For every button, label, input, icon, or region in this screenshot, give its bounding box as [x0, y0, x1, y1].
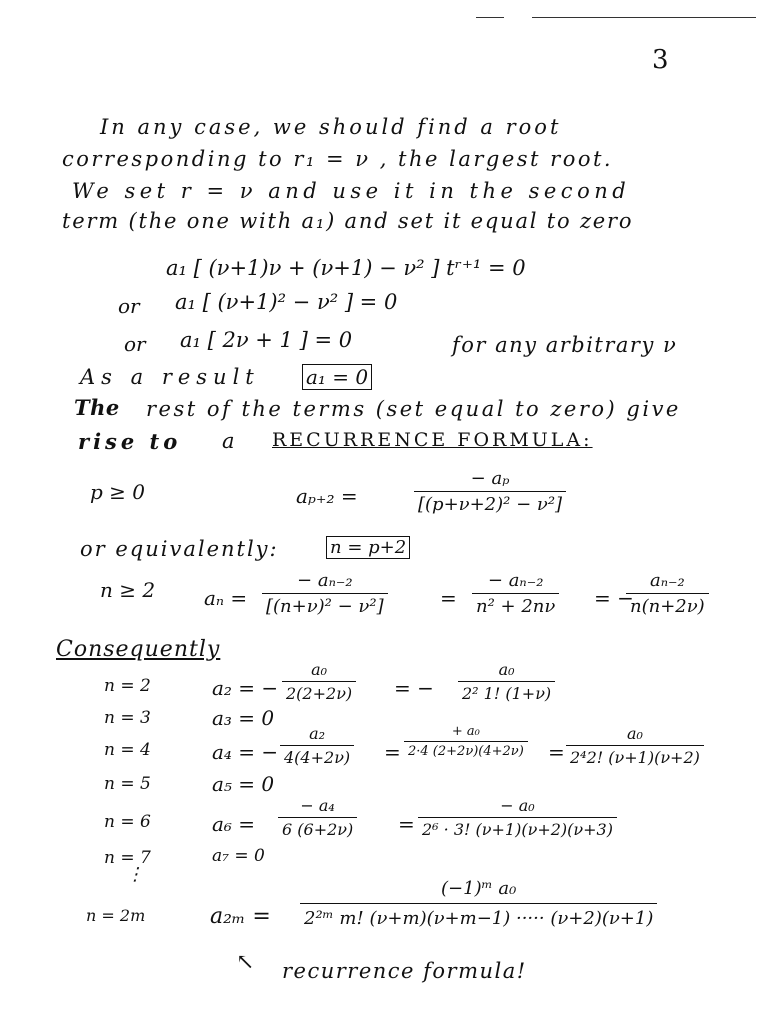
general-fraction	[300, 878, 657, 929]
rest-line-2: a	[222, 429, 236, 453]
rest-line-1-lead: The	[74, 395, 120, 420]
equation-2-prefix: or	[118, 294, 140, 318]
equation-3: a₁ [ 2ν + 1 ] = 0	[180, 328, 353, 352]
row-n7-lhs: a₇ = 0	[212, 846, 265, 866]
recurrence-n-denominator-2: n² + 2nν	[472, 593, 559, 617]
row-n5-label: n = 5	[104, 774, 151, 794]
general-n-label: n = 2m	[86, 906, 146, 925]
equation-3-prefix: or	[124, 332, 146, 356]
row-n6-denominator-1: 6 (6+2ν)	[278, 817, 357, 839]
row-n6-numerator-1: − a₄	[300, 796, 335, 815]
condition-n: n ≥ 2	[100, 578, 156, 602]
result-label: As a result	[80, 365, 260, 389]
row-n4-fraction-3	[566, 724, 704, 767]
recurrence-formula-title: RECURRENCE FORMULA:	[272, 429, 593, 451]
rest-line-2-lead: rise to	[78, 429, 182, 454]
recurrence-n-denominator-1: [(n+ν)² − ν²]	[262, 593, 388, 617]
row-n2-denominator-2: 2² 1! (1+ν)	[458, 681, 555, 703]
recurrence-n-fraction-2	[472, 570, 559, 617]
row-n2-label: n = 2	[104, 676, 151, 696]
row-n2-numerator-1: a₀	[311, 660, 328, 679]
row-n4-lhs: a₄ = −	[212, 740, 279, 764]
row-n4-numerator-2: + a₀	[451, 724, 480, 739]
row-n6-label: n = 6	[104, 812, 151, 832]
row-n4-numerator-3: a₀	[626, 724, 643, 743]
recurrence-n-fraction-3	[626, 570, 709, 617]
rest-line-1: rest of the terms (set equal to zero) give	[146, 397, 681, 421]
row-n4-label: n = 4	[104, 740, 151, 760]
top-rule-short	[476, 17, 504, 18]
condition-p: p ≥ 0	[90, 480, 145, 504]
equation-1: a₁ [ (ν+1)ν + (ν+1) − ν² ] tʳ⁺¹ = 0	[166, 256, 526, 280]
row-n6-lhs: a₆ =	[212, 812, 256, 836]
row-n4-denominator-2: 2·4 (2+2ν)(4+2ν)	[404, 741, 528, 759]
recurrence-n-fraction-1	[262, 570, 388, 617]
row-n4-fraction-2	[404, 724, 528, 759]
row-n2-fraction-1	[282, 660, 356, 703]
general-denominator: 2²ᵐ m! (ν+m)(ν+m−1) ····· (ν+2)(ν+1)	[300, 903, 657, 929]
row-n6-fraction-2	[418, 796, 617, 839]
recurrence-n-numerator-1: − aₙ₋₂	[297, 570, 353, 591]
equivalently-box: n = p+2	[326, 536, 410, 559]
equivalently-label: or equivalently:	[80, 537, 279, 561]
equation-3-note: for any arbitrary ν	[452, 333, 678, 357]
recurrence-n-equals-2: = −	[594, 586, 634, 610]
recurrence-n-equals-1: =	[440, 586, 457, 610]
intro-line-3: We set r = ν and use it in the second	[72, 179, 631, 203]
page-number: 3	[652, 45, 670, 75]
recurrence-n-numerator-3: aₙ₋₂	[649, 570, 685, 591]
recurrence-p-lhs: aₚ₊₂ =	[296, 484, 358, 508]
recurrence-p-numerator: − aₚ	[470, 468, 510, 489]
row-n5-lhs: a₅ = 0	[212, 772, 275, 796]
result-box: a₁ = 0	[302, 364, 372, 390]
footer-note: recurrence formula!	[282, 959, 527, 983]
recurrence-n-lhs: aₙ =	[204, 586, 248, 610]
top-rule-long	[532, 17, 756, 18]
recurrence-p-denominator: [(p+ν+2)² − ν²]	[414, 491, 566, 515]
row-n4-denominator-1: 4(4+2ν)	[280, 745, 354, 767]
intro-line-4: term (the one with a₁) and set it equal to zero	[62, 209, 634, 233]
row-n7-label: n = 7	[104, 848, 151, 868]
row-n2-equals: = −	[394, 676, 434, 700]
row-n6-numerator-2: − a₀	[500, 796, 535, 815]
arrow-icon: ↖	[236, 950, 255, 975]
row-n2-lhs: a₂ = −	[212, 676, 279, 700]
consequently-heading: Consequently	[56, 637, 221, 662]
general-lhs: a₂ₘ =	[210, 904, 271, 929]
recurrence-p-fraction	[414, 468, 566, 515]
row-n4-denominator-3: 2⁴2! (ν+1)(ν+2)	[566, 745, 704, 767]
general-numerator: (−1)ᵐ a₀	[441, 878, 517, 899]
row-n4-numerator-1: a₂	[309, 724, 326, 743]
recurrence-n-denominator-3: n(n+2ν)	[626, 593, 709, 617]
row-n4-fraction-1	[280, 724, 354, 767]
row-n2-denominator-1: 2(2+2ν)	[282, 681, 356, 703]
row-n6-denominator-2: 2⁶ · 3! (ν+1)(ν+2)(ν+3)	[418, 817, 617, 839]
row-n3-lhs: a₃ = 0	[212, 706, 275, 730]
equation-2: a₁ [ (ν+1)² − ν² ] = 0	[175, 290, 398, 314]
row-n2-fraction-2	[458, 660, 555, 703]
row-n3-label: n = 3	[104, 708, 151, 728]
intro-line-1: In any case, we should find a root	[100, 115, 562, 139]
continuation-dots: ⋮	[126, 864, 144, 885]
intro-line-2: corresponding to r₁ = ν , the largest root.	[62, 147, 614, 171]
row-n6-fraction-1	[278, 796, 357, 839]
row-n4-equals-2: =	[548, 740, 565, 764]
row-n6-equals: =	[398, 812, 415, 836]
recurrence-n-numerator-2: − aₙ₋₂	[487, 570, 544, 591]
row-n2-numerator-2: a₀	[498, 660, 515, 679]
row-n4-equals-1: =	[384, 740, 401, 764]
